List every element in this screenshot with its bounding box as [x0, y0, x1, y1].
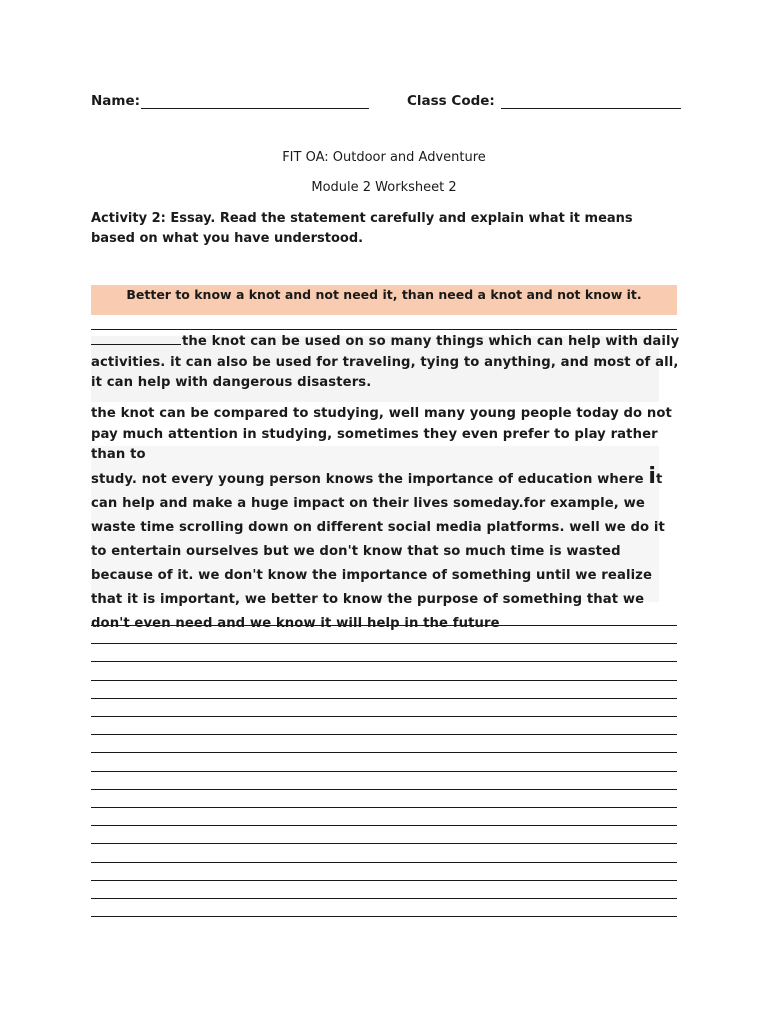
answer-paragraph-2-continued [91, 463, 681, 636]
class-code-blank[interactable] [501, 94, 681, 109]
class-code-label: Class Code: [407, 93, 495, 109]
answer-paragraph-1-text: the knot can be used on so many things which can help with daily activities. it can also be used for traveling, tying to anything, and most of all, it can help with dangerous disasters. [91, 334, 680, 390]
writing-line[interactable] [91, 825, 677, 826]
answer-paragraph-2-text-a: the knot can be compared to studying, well many young people today do not pay much attention in studying, sometimes they even prefer to play rather than to [91, 406, 672, 462]
writing-line[interactable] [91, 680, 677, 681]
writing-line[interactable] [91, 771, 677, 772]
writing-line[interactable] [91, 880, 677, 881]
answer-large-letter: i [648, 463, 656, 489]
writing-line[interactable] [91, 643, 677, 644]
writing-line[interactable] [91, 843, 677, 844]
answer-paragraph-2-text-b-pre: study. not every young person knows the importance of education where [91, 471, 649, 487]
name-blank[interactable] [141, 94, 369, 109]
name-field [91, 93, 369, 109]
writing-line[interactable] [91, 625, 677, 626]
writing-line[interactable] [91, 916, 677, 917]
name-label: Name: [91, 93, 141, 109]
module-title: Module 2 Worksheet 2 [311, 180, 457, 195]
writing-line[interactable] [91, 752, 677, 753]
answer-blank-prefix [91, 332, 181, 345]
header-row [91, 93, 681, 113]
statement-box [91, 285, 677, 315]
statement-text: Better to know a knot and not need it, than need a knot and not know it. [126, 287, 642, 302]
writing-line[interactable] [91, 661, 677, 662]
course-title: FIT OA: Outdoor and Adventure [282, 150, 486, 165]
writing-line[interactable] [91, 807, 677, 808]
class-code-field [407, 93, 681, 109]
answer-paragraph-1 [91, 332, 681, 394]
answer-top-line [91, 329, 677, 330]
writing-line[interactable] [91, 862, 677, 863]
writing-line[interactable] [91, 734, 677, 735]
answer-paragraph-2 [91, 404, 681, 636]
writing-line[interactable] [91, 789, 677, 790]
writing-line[interactable] [91, 898, 677, 899]
writing-line[interactable] [91, 716, 677, 717]
activity-instruction: Activity 2: Essay. Read the statement carefully and explain what it means based on what you have understood. [91, 211, 633, 246]
answer-paragraph-2-text-b-post: t can help and make a huge impact on their lives someday.for example, we waste time scrolling down on different social media platforms. well we do it to entertain ourselves but we don't know that so much time is wasted because of it. we don't know the importance of something until we realize that it is important, we better to know the purpose of something that we don't even need and we know it will help in the future [91, 471, 665, 631]
writing-line[interactable] [91, 698, 677, 699]
